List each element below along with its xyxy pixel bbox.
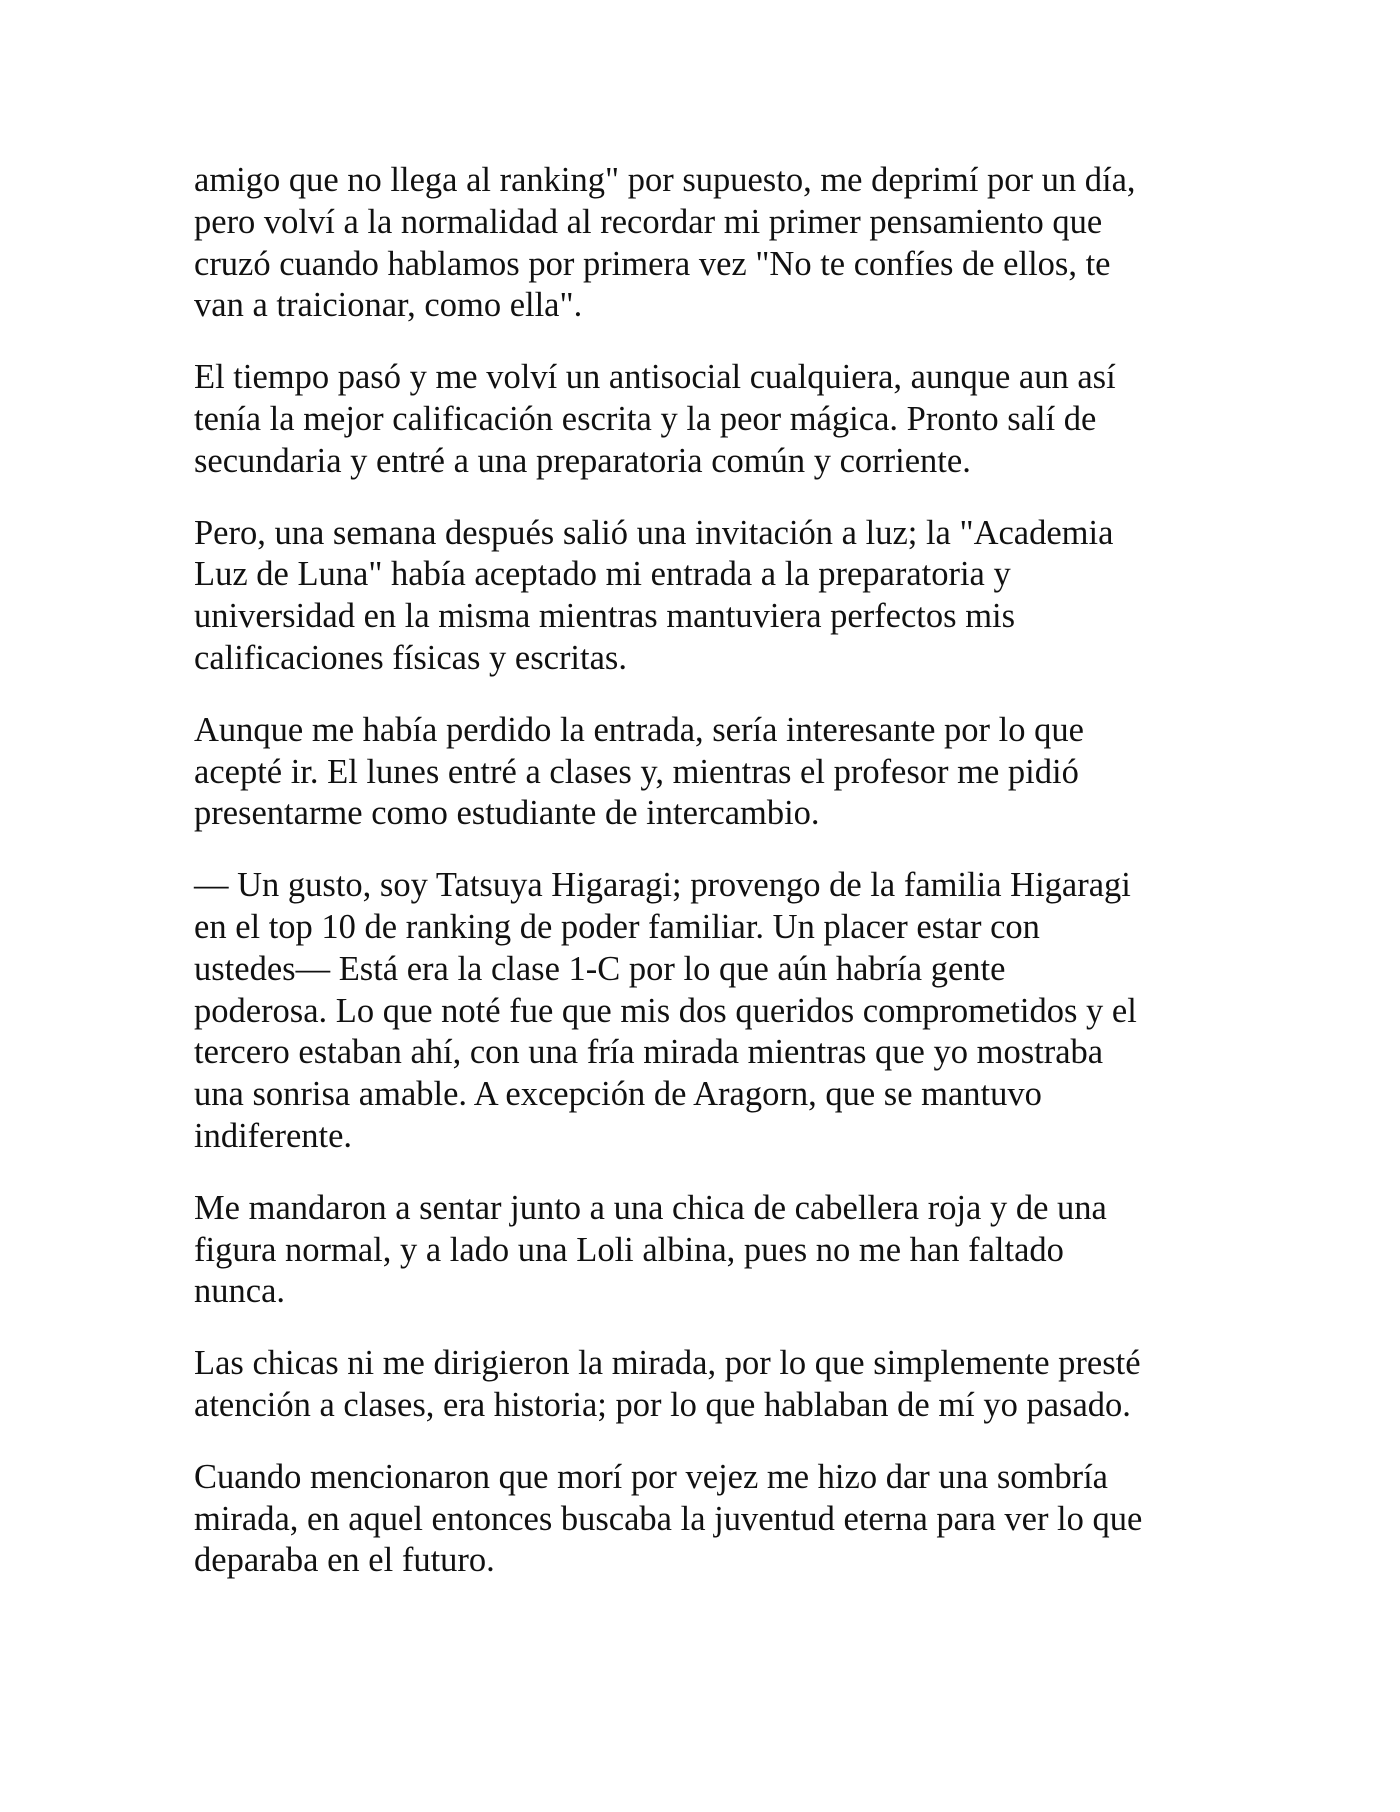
- paragraph-line: mirada, en aquel entonces buscaba la juventud eterna para ver lo que: [194, 1499, 1143, 1538]
- paragraph-line: amigo que no llega al ranking" por supuesto, me deprimí por un día,: [194, 161, 1136, 199]
- paragraph-line: cruzó cuando hablamos por primera vez "No te confíes de ellos, te: [194, 244, 1111, 283]
- paragraph-8: [194, 1457, 1224, 1582]
- document-body: [194, 160, 1224, 1612]
- paragraph-1: [194, 160, 1224, 327]
- paragraph-line: indiferente.: [194, 1116, 353, 1155]
- paragraph-line: una sonrisa amable. A excepción de Aragorn, que se mantuvo: [194, 1075, 1042, 1114]
- paragraph-line: Pero, una semana después salió una invitación a luz; la "Academia: [194, 513, 1114, 552]
- paragraph-line: tercero estaban ahí, con una fría mirada mientras que yo mostraba: [194, 1033, 1104, 1072]
- paragraph-line: Aunque me había perdido la entrada, sería interesante por lo que: [194, 710, 1084, 749]
- paragraph-line: en el top 10 de ranking de poder familiar. Un placer estar con: [194, 907, 1040, 946]
- paragraph-line: calificaciones físicas y escritas.: [194, 638, 627, 677]
- paragraph-line: secundaria y entré a una preparatoria común y corriente.: [194, 441, 971, 480]
- paragraph-line: van a traicionar, como ella".: [194, 286, 583, 325]
- paragraph-line: El tiempo pasó y me volví un antisocial cualquiera, aunque aun así: [194, 358, 1116, 397]
- paragraph-line: universidad en la misma mientras mantuviera perfectos mis: [194, 597, 1016, 636]
- paragraph-5: [194, 865, 1224, 1158]
- paragraph-line: pero volví a la normalidad al recordar mi primer pensamiento que: [194, 202, 1103, 241]
- paragraph-line: poderosa. Lo que noté fue que mis dos queridos comprometidos y el: [194, 991, 1137, 1030]
- paragraph-7: [194, 1343, 1224, 1427]
- paragraph-line: presentarme como estudiante de intercambio.: [194, 794, 820, 833]
- paragraph-6: [194, 1188, 1224, 1313]
- paragraph-line: tenía la mejor calificación escrita y la peor mágica. Pronto salí de: [194, 399, 1097, 438]
- paragraph-line: acepté ir. El lunes entré a clases y, mientras el profesor me pidió: [194, 752, 1079, 791]
- paragraph-line: atención a clases, era historia; por lo que hablaban de mí yo pasado.: [194, 1385, 1131, 1424]
- paragraph-line: Me mandaron a sentar junto a una chica de cabellera roja y de una: [194, 1188, 1107, 1227]
- paragraph-3: [194, 513, 1224, 680]
- paragraph-line: Cuando mencionaron que morí por vejez me hizo dar una sombría: [194, 1457, 1108, 1496]
- paragraph-line: deparaba en el futuro.: [194, 1541, 495, 1580]
- paragraph-line: figura normal, y a lado una Loli albina, pues no me han faltado: [194, 1230, 1064, 1269]
- paragraph-2: [194, 357, 1224, 482]
- paragraph-4: [194, 710, 1224, 835]
- paragraph-line: nunca.: [194, 1272, 286, 1311]
- paragraph-line: ustedes— Está era la clase 1-C por lo que aún habría gente: [194, 949, 1006, 988]
- paragraph-line: Luz de Luna" había aceptado mi entrada a la preparatoria y: [194, 555, 1011, 594]
- paragraph-line: Las chicas ni me dirigieron la mirada, por lo que simplemente presté: [194, 1344, 1141, 1383]
- paragraph-line: — Un gusto, soy Tatsuya Higaragi; provengo de la familia Higaragi: [194, 866, 1131, 905]
